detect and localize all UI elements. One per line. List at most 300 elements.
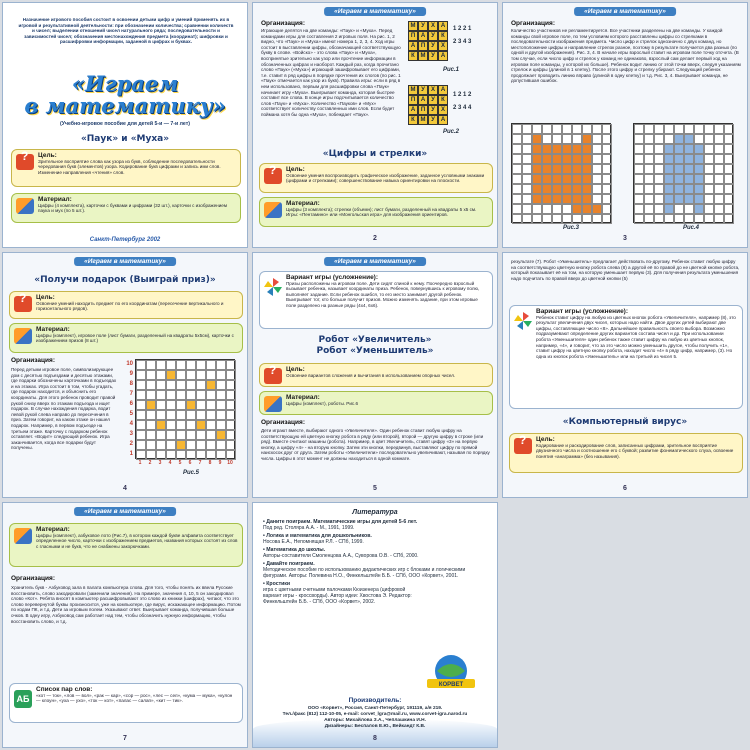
grid-cell	[156, 380, 166, 390]
grid-cell	[542, 204, 552, 214]
literature-source: игра с цветными счетными палочками Кюизенера (цифровой вариант игры - кроссворды). Автор идеи: Хвостова Э. Редактор: Финкельштейн Б.Б. - СПб, ООО «Корвет», 2002.	[263, 587, 412, 605]
grid-cell	[704, 164, 714, 174]
grid-cell	[704, 134, 714, 144]
figure-1-caption: Рис.1	[443, 67, 460, 73]
grid-cell	[512, 154, 522, 164]
grid-cell	[602, 174, 612, 184]
grid-cell	[146, 400, 156, 410]
code-row: 1 2 1 2	[453, 92, 472, 98]
grid-cell	[532, 194, 542, 204]
grid-cell	[542, 154, 552, 164]
grid-cell	[602, 194, 612, 204]
grid-cell	[136, 400, 146, 410]
grid-cell	[602, 214, 612, 224]
grid-cell	[664, 164, 674, 174]
continued-text: результате (7). Робот «Уменьшитель» предлагает действовать по-другому. Ребенок ставит любую цифру на соответствующую цветную кнопку робота слева (8) а другой её по правой до не цветной кнопке робота, который показывает её на том, на которую уменьшает первую (3). Для получения результата уменьшения надо подчитать по правой вверх до цветной кнопки (5)	[511, 259, 740, 281]
letter-cell: У	[428, 41, 438, 51]
grid-cell	[226, 410, 236, 420]
grid-cell	[216, 450, 226, 460]
grid-cell	[136, 360, 146, 370]
grid-cell	[704, 174, 714, 184]
grid-cell	[582, 124, 592, 134]
material-box	[259, 197, 493, 227]
grid-cell	[166, 430, 176, 440]
grid-cell	[654, 154, 664, 164]
literature-source: Под ред. Столяра А.А. - М., 1991, 1999.	[263, 525, 355, 531]
grid-cell	[226, 420, 236, 430]
grid-cell	[176, 380, 186, 390]
grid-cell	[136, 380, 146, 390]
grid-cell	[694, 214, 704, 224]
grid-cell	[216, 410, 226, 420]
letter-cell: М	[408, 21, 418, 31]
letter-cell: Х	[428, 85, 438, 95]
grid-cell	[602, 164, 612, 174]
figure-3-grid	[511, 123, 611, 223]
book-title-line1: «Играем	[71, 71, 179, 96]
alphabet-icon: АБ	[14, 690, 32, 708]
grid-cell	[532, 174, 542, 184]
grid-cell	[532, 204, 542, 214]
grid-cell	[602, 124, 612, 134]
y-axis-label: 7	[129, 391, 133, 397]
letter-cell: М	[418, 51, 428, 61]
grid-cell	[572, 204, 582, 214]
grid-cell	[654, 184, 664, 194]
grid-cell	[572, 174, 582, 184]
x-axis-label: 6	[188, 460, 192, 466]
letter-cell: У	[428, 95, 438, 105]
grid-cell	[166, 360, 176, 370]
grid-cell	[562, 194, 572, 204]
question-icon	[16, 154, 34, 170]
grid-cell	[166, 400, 176, 410]
grid-cell	[186, 420, 196, 430]
book-subtitle: (Учебно-игровое пособие для детей 5-и — 7-и лет)	[60, 121, 190, 127]
grid-cell	[714, 204, 724, 214]
page-number: 4	[123, 485, 127, 492]
goal-text: Освоение умений находить предмет по его координатам (пересечение вертикального и горизонтального рядов).	[36, 300, 224, 312]
grid-cell	[186, 400, 196, 410]
grid-cell	[654, 124, 664, 134]
grid-cell	[592, 134, 602, 144]
grid-cell	[522, 204, 532, 214]
grid-cell	[694, 194, 704, 204]
grid-cell	[724, 204, 734, 214]
grid-cell	[522, 194, 532, 204]
grid-cell	[684, 214, 694, 224]
grid-cell	[572, 144, 582, 154]
grid-cell	[542, 174, 552, 184]
robot-title-increaser: Робот «Увеличитель»	[318, 335, 432, 345]
grid-cell	[156, 420, 166, 430]
grid-cell	[542, 184, 552, 194]
grid-cell	[634, 164, 644, 174]
grid-cell	[684, 154, 694, 164]
letter-cell: К	[408, 115, 418, 125]
grid-cell	[216, 360, 226, 370]
game-title-digits-arrows: «Цифры и стрелки»	[322, 149, 428, 159]
letter-cell: У	[428, 31, 438, 41]
question-icon	[264, 368, 282, 384]
material-box	[11, 193, 241, 223]
grid-cell	[602, 134, 612, 144]
grid-cell	[644, 184, 654, 194]
grid-cell	[206, 390, 216, 400]
y-axis-label: 1	[129, 451, 133, 457]
grid-cell	[512, 144, 522, 154]
grid-cell	[532, 214, 542, 224]
material-box	[259, 391, 493, 415]
goal-heading: Цель:	[36, 294, 55, 301]
grid-cell	[654, 164, 664, 174]
grid-cell	[552, 124, 562, 134]
grid-cell	[522, 124, 532, 134]
variant-box	[259, 271, 493, 329]
grid-cell	[602, 154, 612, 164]
grid-cell	[186, 440, 196, 450]
book-title-line2: в математику»	[24, 93, 226, 118]
codes-1	[453, 23, 471, 49]
grid-cell	[522, 184, 532, 194]
grid-cell	[592, 184, 602, 194]
grid-cell	[572, 214, 582, 224]
codes-2	[453, 89, 471, 115]
figure-4-caption: Рис.4	[683, 225, 700, 231]
material-text: Цифры (комплект), игровое поле (лист бумаги, разделенный на квадраты 5х5см), карточки с изображением призов (8 шт.)	[36, 332, 234, 344]
page-6	[502, 252, 748, 498]
grid-cell	[532, 184, 542, 194]
organization-text: Дети играют вместе, выбирают одного «Увеличителя». Один ребенок ставит любую цифру на соответствующую ей цветную кнопку робота в ряду (или второй), второй — другую цифру в строке (или ряд). Вместе считают машины (робота). Например, в цвет Увеличитель, ставят цифру «3» на первую кнопку, а цифру «4» - на вторую кнопку. Затем эти кнопки, передвинув, выставляют цифру по прямой наискосок друг от друга. Затем роботы «Увеличители» последовательно увеличивают, называя по порядку числа. Цифры в этот момент не должны находиться в одной комнате.	[261, 428, 490, 461]
producer-address: ООО «Корвет», Россия, Санкт-Петербург, 191119, а/я 219.	[307, 706, 443, 711]
grid-cell	[562, 214, 572, 224]
variant-box	[509, 305, 743, 409]
word-list-box	[9, 683, 243, 723]
letter-cell: А	[408, 105, 418, 115]
grid-cell	[176, 420, 186, 430]
grid-cell	[206, 440, 216, 450]
grid-cell	[156, 450, 166, 460]
goal-box	[11, 149, 241, 187]
page-number: 7	[123, 735, 127, 742]
goal-text: Освоение вариантов сложения и вычитания в использованием опорных чисел.	[286, 372, 456, 378]
grid-cell	[206, 360, 216, 370]
material-box	[9, 323, 243, 353]
code-row: 2 3 4 3	[453, 39, 472, 45]
grid-cell	[724, 214, 734, 224]
grid-cell	[522, 154, 532, 164]
grid-cell	[562, 184, 572, 194]
city-year: Санкт-Петербург 2002	[89, 237, 161, 243]
grid-cell	[664, 204, 674, 214]
y-axis-label: 5	[129, 411, 133, 417]
grid-cell	[226, 440, 236, 450]
material-icon	[16, 198, 34, 214]
grid-cell	[562, 164, 572, 174]
grid-cell	[176, 410, 186, 420]
page-7	[2, 502, 248, 748]
grid-cell	[522, 164, 532, 174]
goal-heading: Цель:	[38, 152, 57, 159]
page-number: 3	[623, 235, 627, 242]
grid-cell	[714, 194, 724, 204]
grid-cell	[634, 134, 644, 144]
grid-cell	[206, 420, 216, 430]
literature-source: Носова Е.А., Непомнящая Р.Л. - СПб, 1999.	[263, 539, 364, 545]
grid-cell	[136, 450, 146, 460]
grid-cell	[644, 134, 654, 144]
page-number: 2	[373, 235, 377, 242]
organization-heading: Организация:	[11, 575, 55, 582]
word-list-heading: Список пар слов:	[36, 686, 93, 693]
goal-heading: Цель:	[536, 436, 555, 443]
grid-cell	[694, 144, 704, 154]
x-axis-label: 8	[208, 460, 212, 466]
grid-cell	[704, 124, 714, 134]
goal-text: Кодирование и раскодирование слов, записанных цифрами, зрительное восприятие двузначного числа и соотношение его с буквой; развитие фонематического слуха, освоение понятия «анаграмма» (без называния).	[536, 442, 734, 459]
grid-cell	[572, 194, 582, 204]
grid-cell	[166, 370, 176, 380]
grid-cell	[552, 214, 562, 224]
page-number: 6	[623, 485, 627, 492]
figure-2	[408, 85, 492, 125]
grid-cell	[592, 214, 602, 224]
x-axis-label: 2	[148, 460, 152, 466]
grid-cell	[654, 174, 664, 184]
grid-cell	[206, 450, 216, 460]
page-header: «Играем в математику»	[74, 507, 176, 516]
grid-cell	[634, 154, 644, 164]
y-axis-label: 2	[129, 441, 133, 447]
question-icon	[514, 438, 532, 454]
letter-cell: П	[408, 31, 418, 41]
literature-heading: Литература	[352, 509, 398, 516]
grid-cell	[186, 370, 196, 380]
grid-cell	[196, 380, 206, 390]
y-axis-label: 4	[129, 421, 133, 427]
goal-box	[259, 363, 493, 387]
grid-cell	[664, 124, 674, 134]
grid-cell	[602, 184, 612, 194]
grid-cell	[724, 124, 734, 134]
svg-text:КОРВЕТ: КОРВЕТ	[438, 682, 464, 688]
grid-cell	[684, 204, 694, 214]
y-axis-label: 3	[129, 431, 133, 437]
letter-cell: П	[408, 95, 418, 105]
letter-cell: Х	[438, 41, 448, 51]
grid-cell	[704, 154, 714, 164]
grid-cell	[136, 390, 146, 400]
grid-cell	[714, 124, 724, 134]
grid-cell	[226, 400, 236, 410]
grid-cell	[196, 450, 206, 460]
grid-cell	[562, 154, 572, 164]
grid-cell	[592, 144, 602, 154]
material-text: Цифры (комплект), роботы. Рис.6	[286, 400, 359, 406]
grid-cell	[146, 360, 156, 370]
grid-cell	[724, 154, 734, 164]
grid-cell	[704, 184, 714, 194]
figure-3-caption: Рис.3	[563, 225, 580, 231]
grid-cell	[196, 430, 206, 440]
grid-cell	[206, 380, 216, 390]
goal-text: Освоение умения воспроизводить графическое изображение, заданное условными знаками (цифрами и стрелками); совершенствование навыка ориентировки на плоскости.	[286, 172, 485, 184]
figure-2-caption: Рис.2	[443, 129, 460, 135]
grid-cell	[562, 124, 572, 134]
robot-title-decreaser: Робот «Уменьшитель»	[316, 346, 434, 356]
letter-cell: А	[438, 51, 448, 61]
letter-cell: П	[418, 41, 428, 51]
x-axis-labels	[135, 460, 235, 466]
material-text: Цифры (3 комплекта); стрелки (объемн); лист бумаги, разделенный на квадраты 5 х5 см. Игры: «Пентамино» или «Монгольская игра» для изображения ориентиров.	[286, 206, 477, 218]
grid-cell	[216, 430, 226, 440]
material-icon	[14, 328, 32, 344]
grid-cell	[562, 174, 572, 184]
grid-cell	[542, 164, 552, 174]
organization-text: Хранитель букв - Азбуковод зала в палата компьютера слова. Для того, чтобы понять их ввела Русские восстановить, слово закодировали (заменили значения). На примере, значения 4, 10, 5 он закодировал слово «Кот». Ребята вносят в компьютер расшифровывают это слово из книжки (шифрах), читают, что это слово перевернутой буквы произносится, уже на компьютере, где вирус, искажающее информацию. Потом по кодам ПК, и т.д. Дети за игровым полем. Указывают ответ. Выигрывает команда, получившая больше очков. В одну игру, Азбуковод сам работает над тем, чтобы обозначить нужную информацию, чтобы восстановить слово, и т.д.	[11, 585, 241, 624]
variant-text: Ребенок ставит цифру на любую из цветных кнопок робота «Увеличителя», например (8), это результат увеличения двух чисел, которых надо найти. Двое других детей выбирают две цифры, составляющие число «8». Дальнейшее правильность своего выбора. Возможно подразумевают определение других вариантов состава чисел и др. При использовании робота «Уменьшителя» один ребенок также ставит цифру на любую из цветных кнопок, например, «4», и говорит, что за это число можно уменьшить другое, чтобы получить «1», ставит цифру на цветную кнопку робота, находит число «4» в ряду цифр, например, (3). Но одна из кнопок робота «Уменьшитель» или на третьей из чисел 5.	[536, 314, 736, 359]
grid-cell	[634, 204, 644, 214]
figure-1	[408, 21, 492, 61]
grid-cell	[216, 380, 226, 390]
grid-cell	[684, 144, 694, 154]
grid-cell	[644, 194, 654, 204]
grid-cell	[542, 144, 552, 154]
grid-cell	[522, 134, 532, 144]
letter-cell: А	[418, 95, 428, 105]
grid-cell	[156, 410, 166, 420]
goal-box	[259, 163, 493, 193]
grid-cell	[704, 214, 714, 224]
grid-cell	[532, 124, 542, 134]
page-3	[502, 2, 748, 248]
grid-cell	[512, 124, 522, 134]
page-number: 8	[373, 735, 377, 742]
grid-cell	[136, 420, 146, 430]
letter-cell: У	[428, 105, 438, 115]
code-row: 2 3 4 4	[453, 105, 472, 111]
grid-cell	[654, 134, 664, 144]
grid-cell	[512, 174, 522, 184]
grid-cell	[684, 164, 694, 174]
material-heading: Материал:	[38, 196, 72, 203]
grid-cell	[216, 370, 226, 380]
grid-cell	[654, 144, 664, 154]
grid-cell	[654, 204, 664, 214]
grid-cell	[694, 124, 704, 134]
letter-cell: А	[408, 41, 418, 51]
grid-cell	[166, 420, 176, 430]
letter-cell: К	[438, 95, 448, 105]
page-number: 5	[373, 485, 377, 492]
grid-cell	[674, 144, 684, 154]
pinwheel-icon	[514, 312, 532, 330]
grid-cell	[674, 174, 684, 184]
letter-cell: Х	[428, 21, 438, 31]
grid-cell	[694, 134, 704, 144]
grid-cell	[552, 154, 562, 164]
grid-cell	[166, 410, 176, 420]
grid-cell	[186, 450, 196, 460]
grid-cell	[714, 154, 724, 164]
grid-cell	[226, 430, 236, 440]
grid-cell	[634, 174, 644, 184]
goal-box	[9, 291, 243, 319]
grid-cell	[582, 174, 592, 184]
letter-cell: А	[438, 115, 448, 125]
variant-text: Призы расположены на игровом поле. Дети сидят спиной к нему. Поочередно взрослый вызывает ребенка, называет координаты приза. Ребенок, повернувшись к игровому полю, выполняет задание. Если ребенок ошибся, то его место занимает другой ребенок. Выигрывает тот, кто больше получит призов. Можно изменять задание, при этом игровые поле разделено на разные ряды (4x4, 6х6).	[286, 280, 480, 308]
grid-cell	[146, 370, 156, 380]
page-header: «Играем в математику»	[324, 257, 426, 266]
grid-cell	[512, 134, 522, 144]
grid-cell	[592, 164, 602, 174]
letter-cell: К	[408, 51, 418, 61]
x-axis-label: 9	[218, 460, 222, 466]
grid-cell	[582, 204, 592, 214]
material-box	[9, 523, 243, 567]
literature-title: • Логика и математика для дошкольников.	[263, 533, 372, 539]
grid-cell	[166, 380, 176, 390]
letter-cell: М	[418, 115, 428, 125]
grid-cell	[552, 184, 562, 194]
grid-cell	[136, 410, 146, 420]
letter-grid-2	[408, 85, 448, 125]
grid-cell	[522, 214, 532, 224]
grid-cell	[146, 430, 156, 440]
x-axis-label: 4	[168, 460, 172, 466]
grid-cell	[552, 194, 562, 204]
game-title-computer-virus: «Компьютерный вирус»	[562, 417, 688, 427]
grid-cell	[512, 184, 522, 194]
grid-cell	[724, 164, 734, 174]
grid-cell	[216, 390, 226, 400]
y-axis-label: 9	[129, 371, 133, 377]
game-title-gift: «Получи подарок (Выиграй приз)»	[34, 275, 216, 285]
grid-cell	[196, 390, 206, 400]
x-axis-label: 5	[178, 460, 182, 466]
grid-cell	[532, 144, 542, 154]
grid-cell	[216, 440, 226, 450]
grid-cell	[186, 410, 196, 420]
goal-heading: Цель:	[286, 166, 305, 173]
grid-cell	[146, 410, 156, 420]
page-1	[2, 2, 248, 248]
grid-cell	[644, 144, 654, 154]
grid-cell	[684, 174, 694, 184]
literature-list	[263, 519, 489, 607]
grid-cell	[196, 370, 206, 380]
page-4	[2, 252, 248, 498]
grid-cell	[146, 420, 156, 430]
pinwheel-icon	[264, 278, 282, 296]
material-text: Цифры (комплект), азбуковое лото (Рис.7), в котором каждой букве алфавита соответствует определенное число, карточки с изображением предметов, названия которых состоят из слов с гласными и не букв, что не снабжены закорючками.	[36, 532, 238, 549]
grid-cell	[156, 430, 166, 440]
grid-cell	[512, 164, 522, 174]
grid-cell	[542, 194, 552, 204]
x-axis-label: 1	[138, 460, 142, 466]
grid-cell	[582, 164, 592, 174]
question-icon	[264, 168, 282, 184]
grid-cell	[674, 154, 684, 164]
grid-cell	[634, 144, 644, 154]
grid-cell	[582, 154, 592, 164]
grid-cell	[532, 134, 542, 144]
page-5	[252, 252, 498, 498]
grid-cell	[196, 440, 206, 450]
grid-cell	[704, 194, 714, 204]
grid-cell	[714, 144, 724, 154]
grid-cell	[206, 400, 216, 410]
